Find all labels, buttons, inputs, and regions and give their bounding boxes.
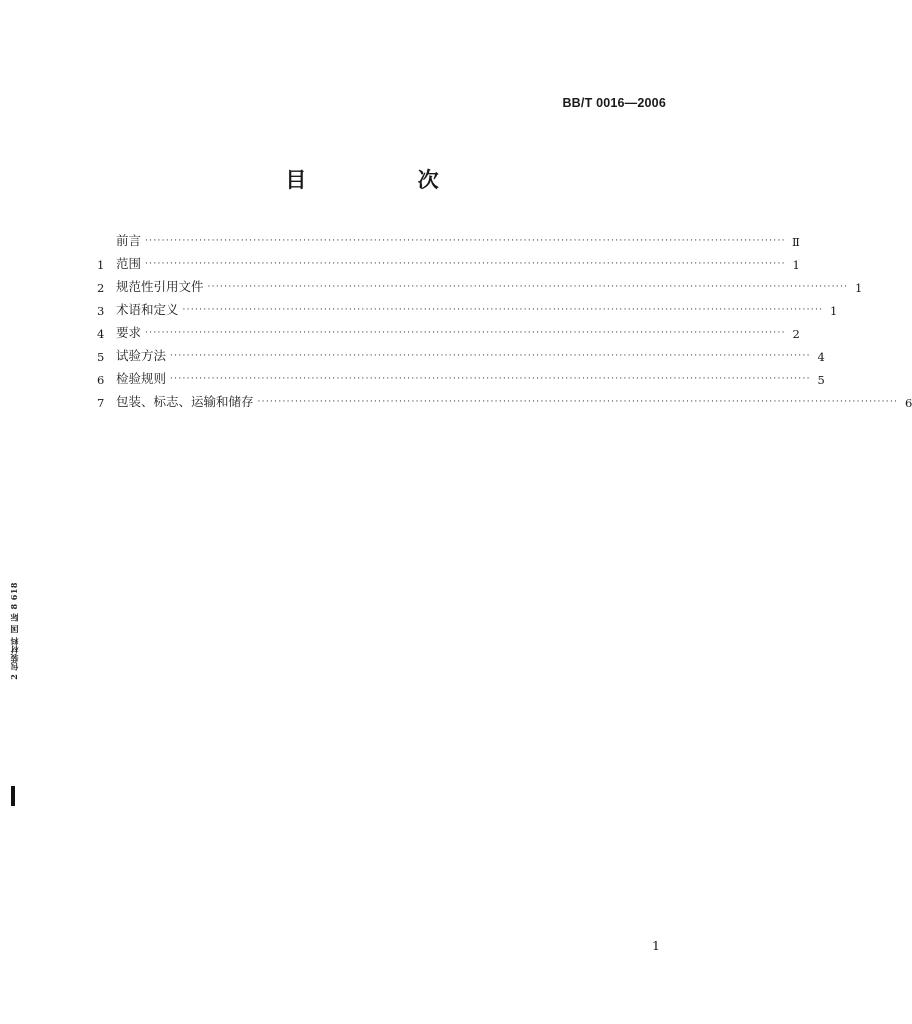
toc-entry-number: 4 — [97, 327, 105, 341]
toc-entry-test-methods[interactable] — [97, 341, 825, 364]
toc-entry-number: 2 — [97, 281, 105, 295]
toc-leader-dots: ·························································································································································· — [145, 328, 786, 338]
toc-leader-dots: ·························································································································································· — [145, 236, 786, 246]
toc-entry-page: 4 — [817, 350, 825, 364]
toc-entry-page: 1 — [792, 258, 800, 272]
toc-leader-dots: ·························································································································································· — [207, 282, 849, 292]
toc-entry-label: 检验规则 — [116, 371, 167, 386]
standard-code: BB/T 0016—2006 — [562, 96, 666, 110]
side-stamp: 2 包装材料 国 际 8 618 — [9, 582, 19, 680]
toc-entry-label: 术语和定义 — [116, 302, 179, 317]
toc-entry-packaging-marking[interactable] — [97, 387, 912, 410]
toc-entry-page: 2 — [792, 327, 800, 341]
page-number: 1 — [652, 938, 660, 953]
toc-entry-label: 包装、标志、运输和储存 — [116, 394, 254, 409]
toc-leader-dots: ·························································································································································· — [257, 397, 899, 407]
toc-entry-page: 1 — [829, 304, 838, 318]
toc-entry-page: 6 — [904, 396, 912, 410]
toc-entry-terms-definitions[interactable] — [97, 295, 838, 318]
toc-entry-number: 5 — [97, 350, 105, 364]
toc-entry-label: 试验方法 — [116, 348, 167, 363]
toc-entry-foreword[interactable] — [97, 226, 800, 249]
toc-leader-dots: ·························································································································································· — [182, 305, 824, 315]
toc-entry-number: 6 — [97, 373, 105, 387]
scan-mark — [11, 786, 15, 806]
toc-entry-inspection-rules[interactable] — [97, 364, 825, 387]
table-of-contents — [97, 226, 912, 410]
toc-entry-number: 3 — [97, 304, 105, 318]
toc-entry-scope[interactable] — [97, 249, 800, 272]
toc-entry-requirements[interactable] — [97, 318, 800, 341]
toc-entry-number: 7 — [97, 396, 105, 410]
toc-entry-page: 5 — [817, 373, 825, 387]
toc-entry-normative-references[interactable] — [97, 272, 863, 295]
toc-entry-page: Ⅱ — [791, 235, 800, 249]
toc-title: 目 次 — [285, 168, 491, 192]
toc-leader-dots: ·························································································································································· — [170, 351, 811, 361]
toc-leader-dots: ·························································································································································· — [170, 374, 811, 384]
toc-leader-dots: ·························································································································································· — [145, 259, 786, 269]
toc-entry-label: 范围 — [116, 256, 142, 271]
toc-entry-label: 前言 — [116, 233, 142, 248]
toc-entry-label: 要求 — [116, 325, 142, 340]
toc-entry-label: 规范性引用文件 — [116, 279, 204, 294]
toc-entry-number: 1 — [97, 258, 105, 272]
toc-entry-page: 1 — [854, 281, 863, 295]
